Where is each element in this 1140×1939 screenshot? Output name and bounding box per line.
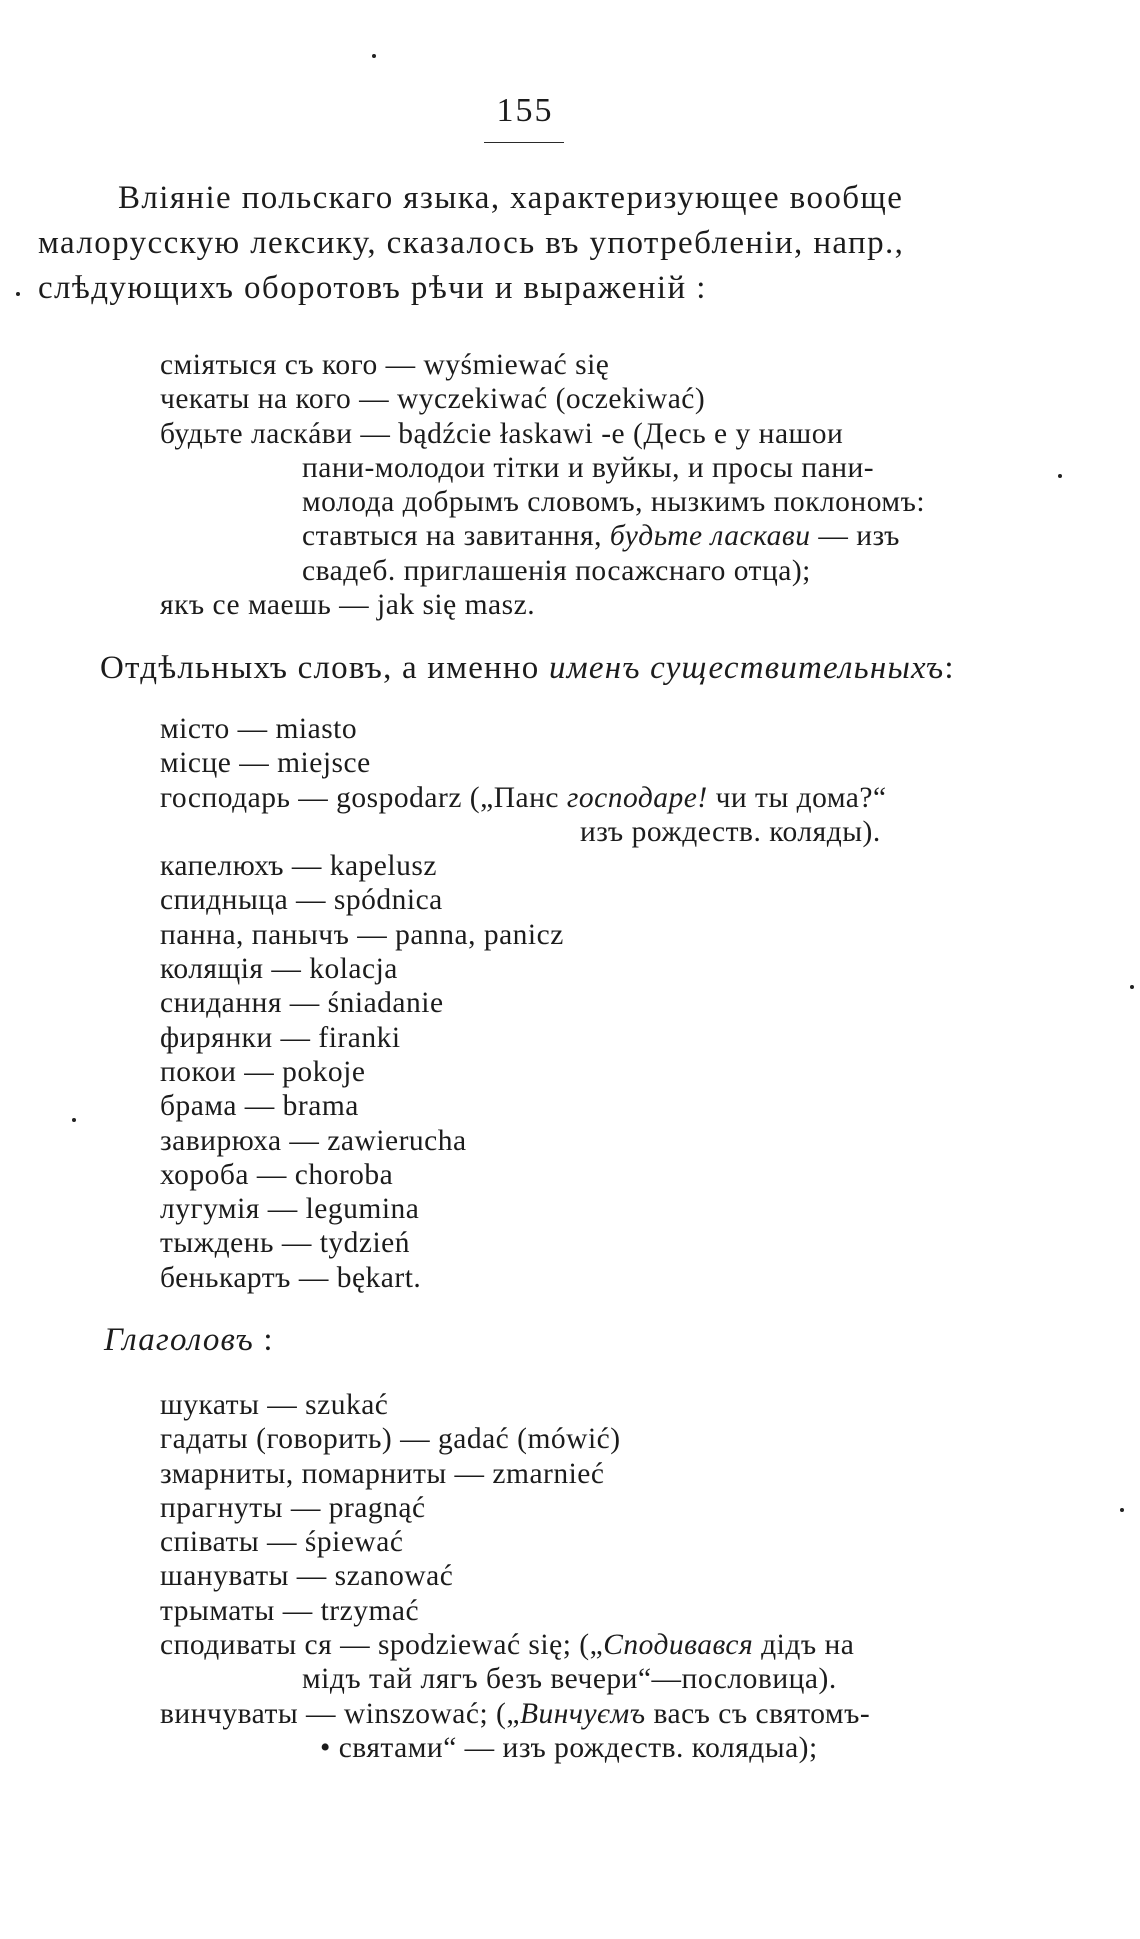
noun-entry: брама — brama	[160, 1090, 359, 1123]
noun-entry: колящiя — kolacja	[160, 953, 398, 986]
verb-entry: шукаты — szukać	[160, 1389, 389, 1421]
scan-speck	[72, 1118, 76, 1122]
phrase-entry: будьте ласкáви — bądźcie łaskawi -e (Десь е у нашои	[160, 417, 844, 450]
verbs-heading-italic: Глаголовъ	[104, 1322, 254, 1358]
noun-entry: лугумiя — legumina	[160, 1193, 420, 1226]
noun-entry: снидання — śniadanie	[160, 987, 444, 1020]
phrase-list	[20, 348, 925, 622]
intro-line: слѣдующихъ оборотовъ рѣчи и выраженiй :	[38, 270, 707, 306]
verb-entry: трыматы — trzymać	[160, 1594, 420, 1627]
noun-italic: господаре!	[566, 781, 708, 814]
noun-entry: мiсто — miasto	[160, 713, 358, 745]
verb-italic: Сподивався	[603, 1629, 754, 1662]
phrase-entry: чекаты на кого — wyczekiwać (oczekiwać)	[160, 383, 706, 416]
page-number: 155	[496, 92, 554, 129]
verb-entry: спiваты — śpiewać	[160, 1526, 404, 1559]
noun-list	[20, 712, 887, 1295]
scan-speck	[1058, 474, 1062, 478]
phrase-entry: смiятыся съ кого — wyśmiewać się	[160, 349, 610, 381]
verb-continuation: • святами“ — изъ рождеств. колядыа);	[320, 1731, 818, 1764]
phrase-continuation: пани-молодои тiтки и вуйкы, и просы пани-	[302, 451, 875, 484]
verb-entry: змарниты, помарниты — zmarnieć	[160, 1457, 605, 1490]
noun-entry	[20, 781, 887, 815]
verb-entry	[20, 1697, 870, 1731]
phrase-italic: будьте ласкави	[609, 520, 811, 553]
scan-speck	[1130, 985, 1134, 989]
intro-line: Влiянiе польскаго языка, характеризующее вообще	[118, 180, 904, 216]
noun-entry: фирянки — firanki	[160, 1021, 401, 1054]
phrase-entry: якъ се маешь — jak się masz.	[160, 589, 536, 622]
page-number-rule	[484, 142, 564, 143]
verb-text: дiдъ на	[761, 1629, 855, 1662]
phrase-continuation: свадеб. приглашенiя посажснаго отца);	[302, 554, 811, 587]
verb-entry: прагнуты — pragnąć	[160, 1491, 426, 1524]
noun-entry: панна, панычъ — panna, panicz	[160, 918, 564, 951]
intro-line: малорусскую лексику, сказалось въ употребленiи, напр.,	[38, 225, 905, 261]
noun-entry: мiсце — miejsce	[160, 747, 371, 780]
scan-speck	[372, 54, 376, 58]
noun-continuation: изъ рождеств. коляды).	[580, 815, 881, 848]
noun-entry: покои — pokoje	[160, 1055, 366, 1088]
scan-speck	[1120, 1508, 1124, 1512]
nouns-heading-tail: :	[944, 650, 955, 686]
scan-speck	[16, 292, 20, 296]
verb-list	[20, 1388, 870, 1765]
phrase-text: — изъ	[818, 520, 900, 553]
verb-text: сподиваты ся — spodziewać się; („	[160, 1629, 604, 1662]
noun-entry: бенькартъ — bękart.	[160, 1261, 422, 1294]
phrase-continuation: молода добрымъ словомъ, нызкимъ поклономъ:	[302, 486, 926, 519]
verbs-heading-tail: :	[253, 1322, 274, 1358]
nouns-heading-lead: Отдѣльныхъ словъ, а именно	[100, 650, 540, 686]
verb-text: васъ съ святомъ-	[653, 1697, 871, 1730]
noun-entry: завирюха — zawierucha	[160, 1124, 467, 1157]
noun-entry: спидныца — spódnica	[160, 884, 443, 917]
noun-entry: тыждень — tydzień	[160, 1227, 411, 1260]
verb-entry	[20, 1628, 870, 1662]
verb-continuation: мiдъ тай лягъ безъ вечери“—пословица).	[302, 1663, 837, 1696]
nouns-heading-italic: именъ существительныхъ	[548, 650, 945, 686]
phrase-continuation	[20, 519, 925, 553]
noun-text: чи ты дома?“	[715, 781, 887, 814]
verb-text: винчуваты — winszować; („	[160, 1697, 520, 1730]
verbs-heading	[104, 1322, 274, 1359]
noun-text: господарь — gospodarz („Панс	[160, 781, 559, 814]
phrase-text: ставтыся на завитання,	[302, 520, 602, 553]
noun-entry: капелюхъ — kapelusz	[160, 850, 437, 883]
intro-paragraph	[38, 176, 1028, 311]
nouns-heading	[100, 650, 955, 687]
verb-entry: гадаты (говорить) — gadać (mówić)	[160, 1423, 621, 1456]
verb-italic: Винчуємъ	[519, 1697, 646, 1730]
verb-entry: шануваты — szanować	[160, 1560, 454, 1593]
noun-entry: хороба — choroba	[160, 1158, 394, 1191]
